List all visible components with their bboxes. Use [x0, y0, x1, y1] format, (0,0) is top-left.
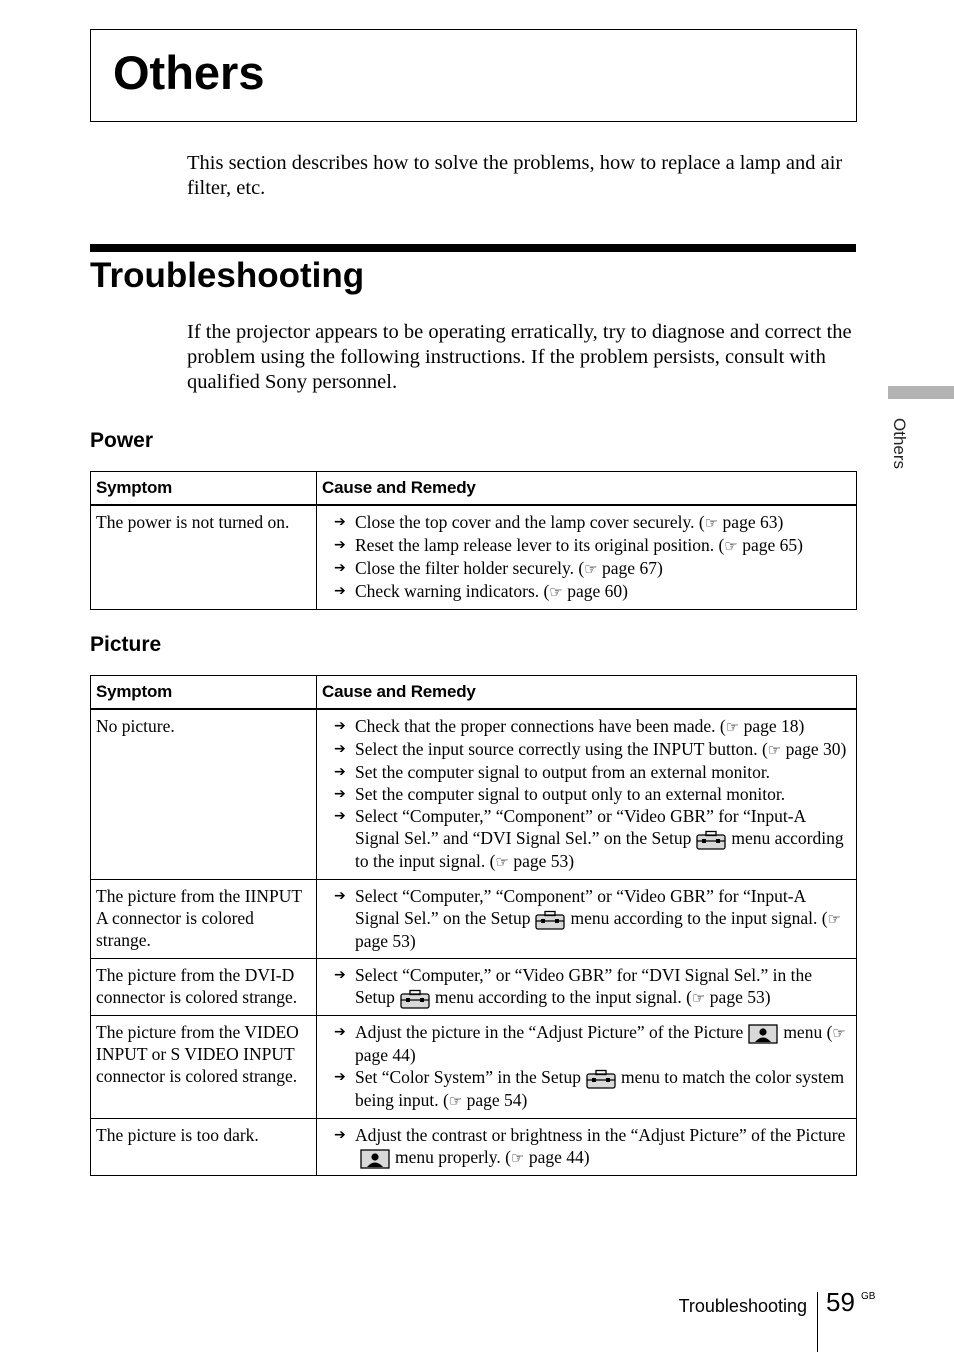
- symptom-cell: The picture from the IINPUT A connector is colored strange.: [91, 879, 317, 958]
- arrow-right-icon: ➔: [334, 966, 346, 983]
- page-reference-icon: ☞: [724, 537, 738, 555]
- symptom-cell: The picture from the DVI-D connector is colored strange.: [91, 958, 317, 1015]
- footer-section-label: Troubleshooting: [678, 1296, 807, 1316]
- chapter-title-box: [90, 29, 857, 122]
- page-reference-icon: ☞: [725, 718, 740, 736]
- symptom-column-header: Symptom: [91, 676, 317, 710]
- remedy-text: Adjust the picture in the “Adjust Picture” of the Picture: [355, 1021, 744, 1042]
- remedy-text: Check warning indicators. (: [355, 581, 550, 601]
- table-row: [91, 505, 857, 610]
- arrow-right-icon: ➔: [334, 537, 346, 553]
- arrow-right-icon: ➔: [334, 560, 346, 576]
- page-reference-icon: ☞: [495, 852, 509, 871]
- arrow-right-icon: ➔: [334, 1023, 346, 1040]
- table-header-row: [91, 676, 857, 710]
- remedy-list: [334, 511, 852, 603]
- remedy-item: [334, 511, 852, 534]
- setup-menu-icon: [586, 1069, 616, 1089]
- remedy-text: page 53): [705, 986, 771, 1007]
- page-number: 59: [826, 1287, 855, 1317]
- page-reference-icon: ☞: [827, 909, 842, 928]
- footer-divider: [817, 1292, 818, 1352]
- page-reference-icon: ☞: [510, 1148, 525, 1167]
- remedy-list: [334, 1021, 852, 1112]
- remedy-text: page 53): [508, 850, 575, 871]
- remedy-text: menu properly. (: [395, 1146, 511, 1167]
- remedy-text: Adjust the contrast or brightness in the “Adjust Picture” of the Picture: [355, 1124, 846, 1145]
- remedy-cell: [317, 1015, 857, 1118]
- table-row: [91, 958, 857, 1015]
- remedy-text: page 53): [355, 930, 416, 951]
- remedy-item: [334, 715, 852, 738]
- arrow-right-icon: ➔: [334, 583, 346, 599]
- remedy-column-header: Cause and Remedy: [317, 676, 857, 710]
- remedy-item: [334, 1066, 852, 1112]
- remedy-text: Select “Computer,” “Component” or “Video GBR” for “Input-A Signal Sel.” and “DVI Signal Sel.” on the Setup: [355, 806, 806, 848]
- setup-menu-icon: [400, 989, 430, 1009]
- arrow-right-icon: ➔: [334, 808, 346, 824]
- symptom-cell: No picture.: [91, 709, 317, 879]
- remedy-item: [334, 557, 852, 580]
- arrow-right-icon: ➔: [334, 718, 346, 734]
- remedy-item: [334, 805, 852, 873]
- setup-menu-icon: [535, 910, 565, 930]
- power-table: [90, 471, 857, 610]
- remedy-text: page 63): [718, 512, 784, 532]
- power-heading: Power: [90, 429, 154, 452]
- remedy-item: [334, 885, 852, 952]
- arrow-right-icon: ➔: [334, 514, 346, 530]
- arrow-right-icon: ➔: [334, 1126, 346, 1143]
- remedy-text: Select “Computer,” or “Video GBR” for “DVI Signal Sel.” in the Setup: [355, 964, 813, 1007]
- remedy-text: Select “Computer,” “Component” or “Video GBR” for “Input-A Signal Sel.” on the Setup: [355, 885, 806, 928]
- arrow-right-icon: ➔: [334, 741, 346, 757]
- remedy-cell: [317, 1118, 857, 1175]
- picture-heading: Picture: [90, 633, 162, 656]
- remedy-item: [334, 580, 852, 603]
- symptom-cell: The picture is too dark.: [91, 1118, 317, 1175]
- page-reference-icon: ☞: [448, 1091, 463, 1110]
- section-title: Troubleshooting: [90, 256, 365, 295]
- remedy-list: [334, 1124, 852, 1169]
- remedy-text: Reset the lamp release lever to its original position. (: [355, 535, 725, 555]
- remedy-text: menu according to the input signal. (: [434, 986, 692, 1007]
- remedy-text: Check that the proper connections have been made. (: [355, 716, 726, 736]
- symptom-column-header: Symptom: [91, 472, 317, 506]
- page-reference-icon: ☞: [767, 741, 782, 759]
- table-row: [91, 879, 857, 958]
- section-rule: [90, 244, 856, 252]
- remedy-text: Close the top cover and the lamp cover securely. (: [355, 512, 705, 532]
- remedy-text: Set the computer signal to output from an external monitor.: [355, 762, 771, 782]
- remedy-text: page 67): [597, 558, 663, 578]
- remedy-text: menu to match the color system being input. (: [355, 1066, 845, 1110]
- page-reference-icon: ☞: [704, 514, 719, 532]
- remedy-list: [334, 885, 852, 952]
- picture-table: [90, 675, 857, 1176]
- symptom-cell: The picture from the VIDEO INPUT or S VIDEO INPUT connector is colored strange.: [91, 1015, 317, 1118]
- arrow-right-icon: ➔: [334, 764, 346, 780]
- picture-table-body: [91, 709, 857, 1175]
- remedy-list: [334, 964, 852, 1009]
- remedy-text: page 65): [737, 535, 803, 555]
- arrow-right-icon: ➔: [334, 887, 346, 904]
- page-reference-icon: ☞: [691, 988, 706, 1007]
- chapter-title: Others: [113, 46, 265, 99]
- remedy-item: [334, 1124, 852, 1169]
- remedy-list: [334, 715, 852, 873]
- remedy-item: [334, 1021, 852, 1066]
- section-intro: If the projector appears to be operating erratically, try to diagnose and correct the problem using the following instructions. If the problem persists, consult with qualified Sony personnel.: [187, 321, 852, 393]
- remedy-item: [334, 783, 852, 805]
- remedy-text: page 30): [781, 739, 847, 759]
- remedy-text: Select the input source correctly using the INPUT button. (: [355, 739, 768, 759]
- remedy-cell: [317, 879, 857, 958]
- table-row: [91, 709, 857, 879]
- power-table-body: [91, 505, 857, 610]
- chapter-intro: This section describes how to solve the problems, how to replace a lamp and air filter, etc.: [187, 152, 843, 199]
- remedy-text: page 44): [355, 1044, 416, 1065]
- table-row: [91, 1118, 857, 1175]
- remedy-item: [334, 761, 852, 783]
- remedy-cell: [317, 709, 857, 879]
- remedy-item: [334, 738, 852, 761]
- arrow-right-icon: ➔: [334, 1068, 346, 1085]
- remedy-text: menu according to the input signal. (: [355, 828, 844, 871]
- picture-menu-icon: [748, 1024, 778, 1044]
- remedy-cell: [317, 958, 857, 1015]
- table-header-row: [91, 472, 857, 506]
- remedy-text: Close the filter holder securely. (: [355, 558, 585, 578]
- remedy-text: page 44): [524, 1146, 590, 1167]
- page-reference-icon: ☞: [584, 560, 598, 578]
- picture-menu-icon: [360, 1149, 390, 1169]
- side-tab-label: Others: [890, 418, 909, 470]
- page-number-suffix: GB: [861, 1291, 876, 1302]
- remedy-item: [334, 964, 852, 1009]
- page-reference-icon: ☞: [832, 1023, 846, 1042]
- side-tab-bar: [888, 386, 954, 399]
- remedy-text: Set “Color System” in the Setup: [355, 1066, 582, 1087]
- arrow-right-icon: ➔: [334, 786, 346, 802]
- remedy-text: menu (: [783, 1021, 833, 1042]
- remedy-text: Set the computer signal to output only to an external monitor.: [355, 784, 786, 804]
- remedy-column-header: Cause and Remedy: [317, 472, 857, 506]
- remedy-text: menu according to the input signal. (: [570, 907, 828, 928]
- remedy-text: page 60): [562, 581, 628, 601]
- page-reference-icon: ☞: [549, 583, 563, 601]
- remedy-text: page 18): [739, 716, 805, 736]
- setup-menu-icon: [696, 830, 726, 850]
- symptom-cell: The power is not turned on.: [91, 505, 317, 610]
- remedy-item: [334, 534, 852, 557]
- table-row: [91, 1015, 857, 1118]
- remedy-cell: [317, 505, 857, 610]
- remedy-text: page 54): [462, 1089, 528, 1110]
